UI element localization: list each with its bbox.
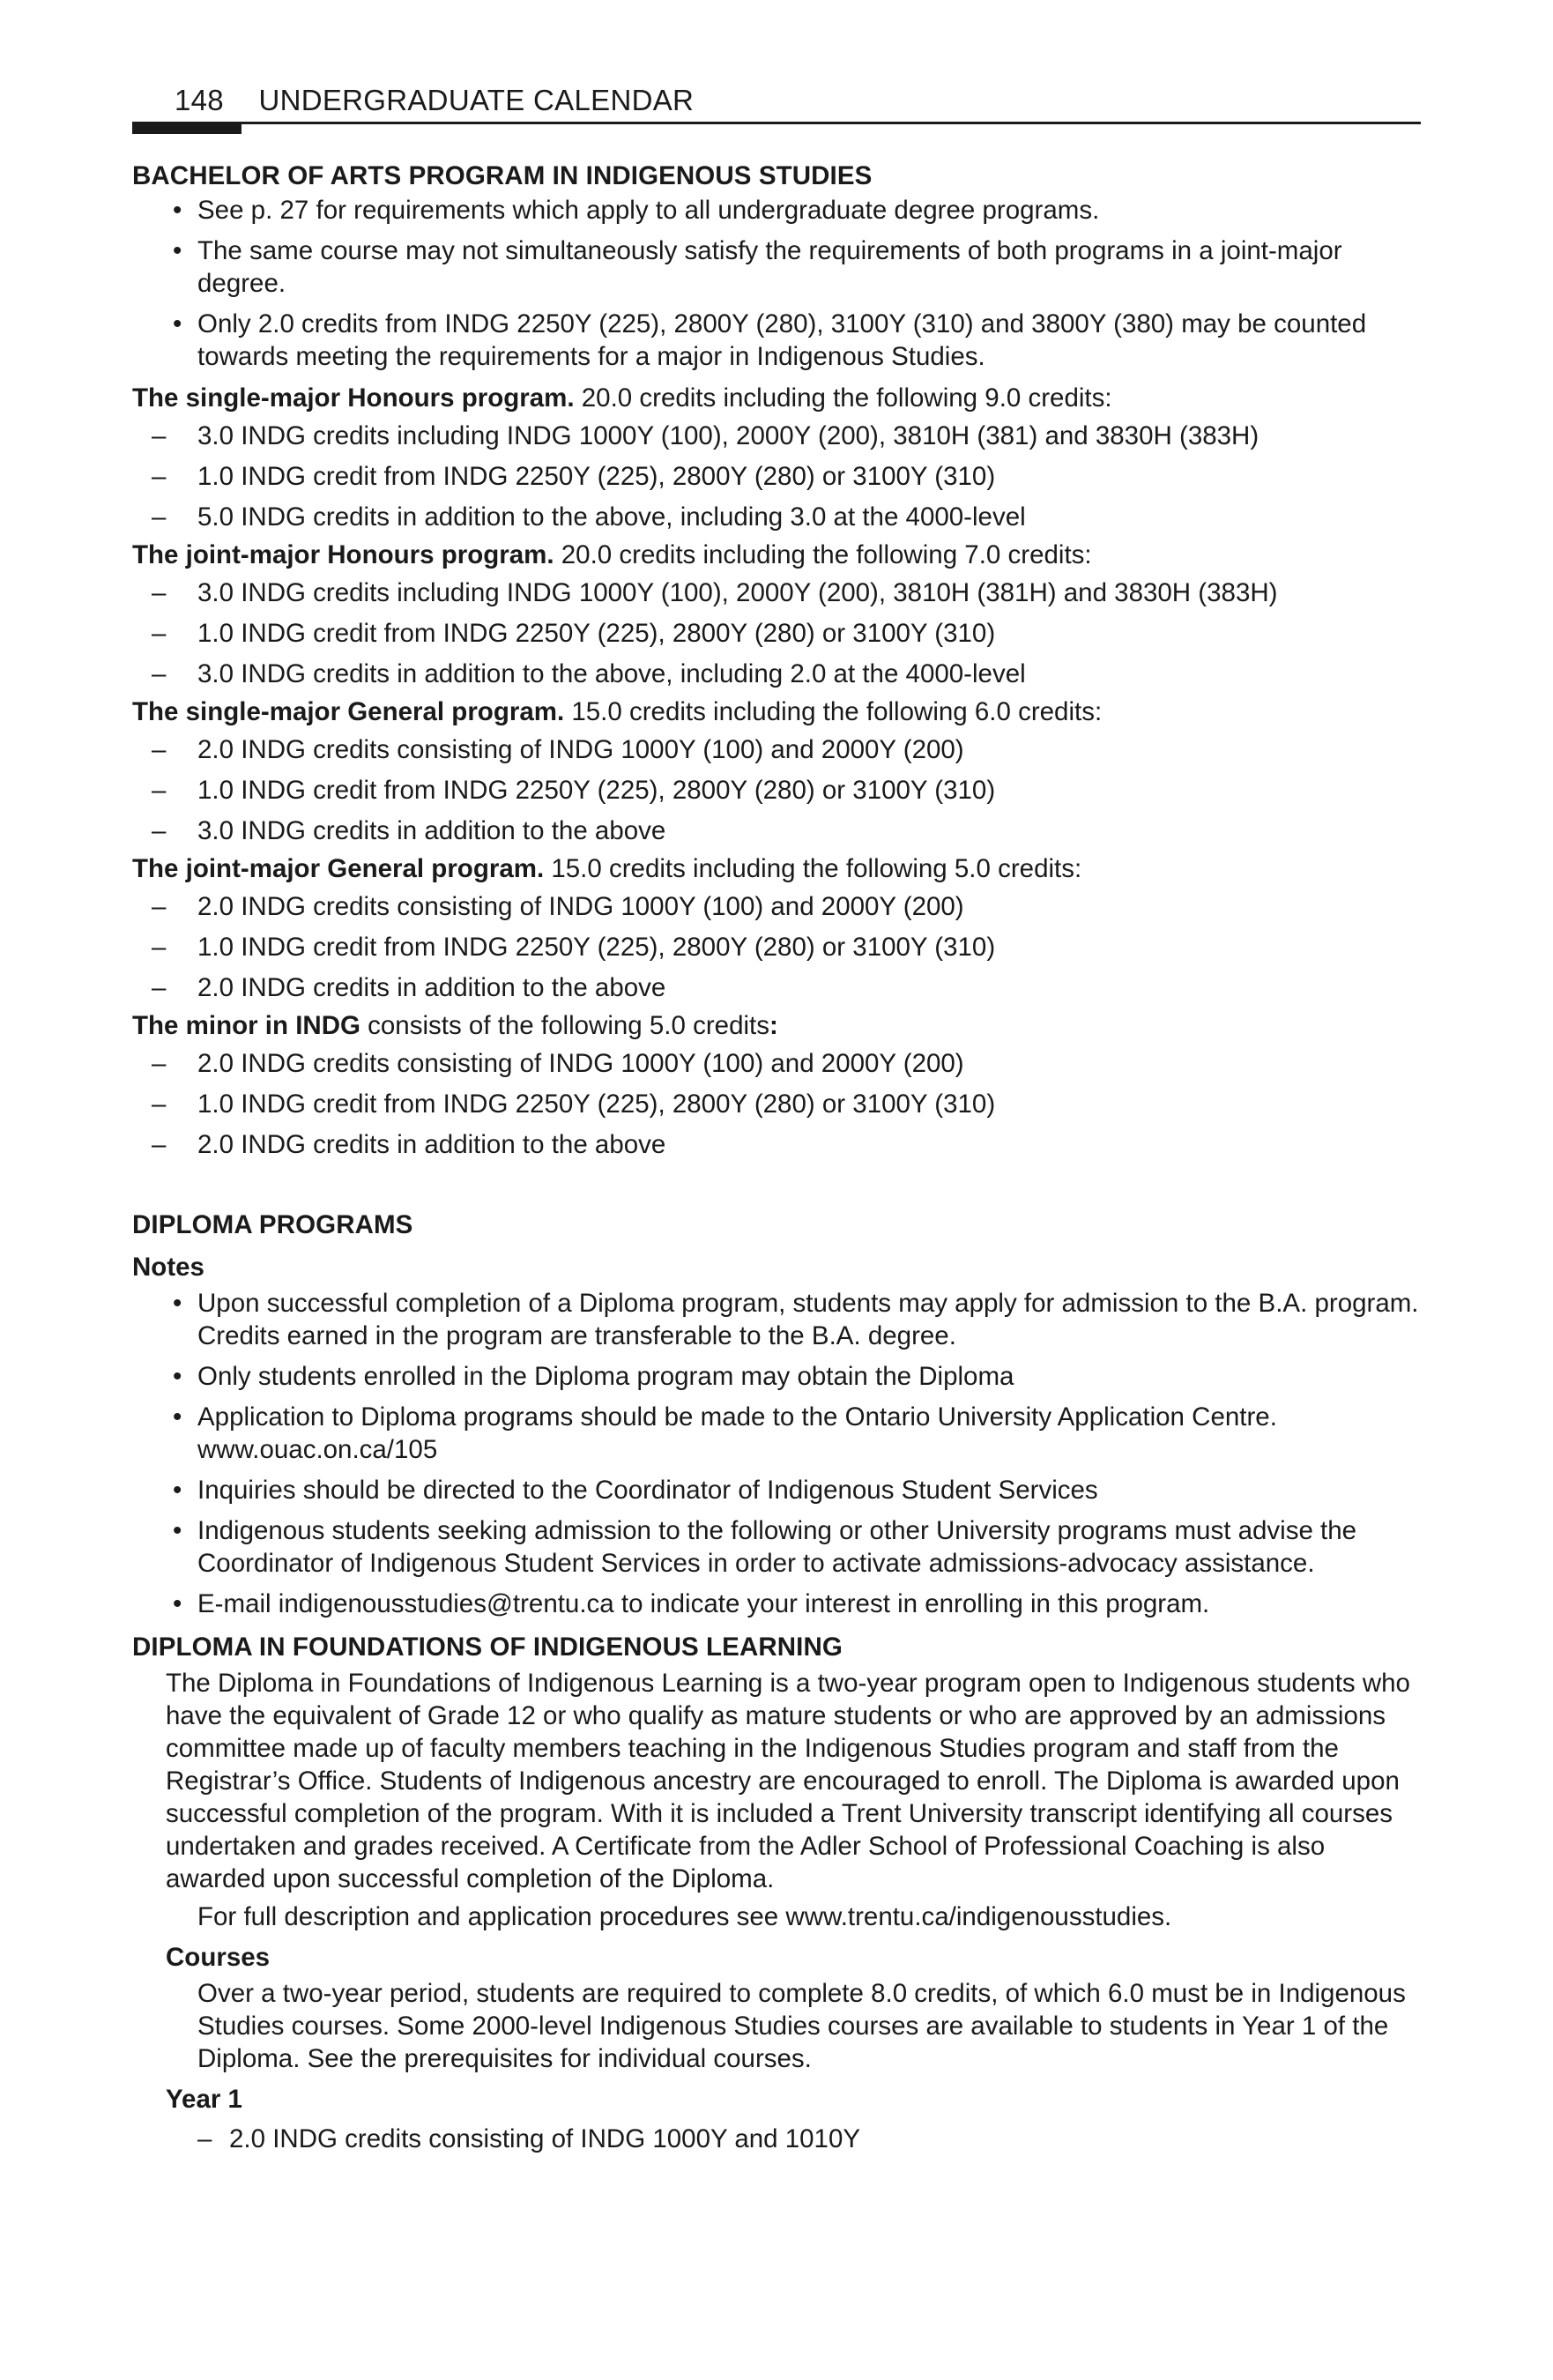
full-description: For full description and application procedures see www.trentu.ca/indigenousstudies. <box>197 1902 1172 1931</box>
courses-text: Over a two-year period, students are required to complete 8.0 credits, of which 6.0 must be in Indigenous Studies courses. Some 2000-level Indigenous Studies courses are available to students in Year 1 of the Diploma. See the prerequisites for individual courses. <box>197 1979 1406 2073</box>
program-block <box>132 538 1421 695</box>
list-item: – 2.0 INDG credits consisting of INDG 1000Y and 1010Y <box>132 2119 1421 2160</box>
list-item: • E-mail indigenousstudies@trentu.ca to indicate your interest in enrolling in this program. <box>132 1588 1421 1620</box>
list-item: • See p. 27 for requirements which apply to all undergraduate degree programs. <box>132 194 1421 227</box>
spacer <box>132 1165 1421 1208</box>
program-block <box>132 695 1421 852</box>
list-item: – 3.0 INDG credits in addition to the above <box>132 811 1421 852</box>
running-title: UNDERGRADUATE CALENDAR <box>258 84 695 116</box>
program-line <box>132 381 1421 416</box>
list-item: • Upon successful completion of a Diploma program, students may apply for admission to the B.A. program. Credits earned in the program are transferable to the B.A. degree. <box>132 1287 1421 1352</box>
list-item: • Inquiries should be directed to the Coordinator of Indigenous Student Services <box>132 1474 1421 1506</box>
list-item: – 2.0 INDG credits consisting of INDG 1000Y (100) and 2000Y (200) <box>132 1044 1421 1084</box>
diploma-heading: DIPLOMA PROGRAMS <box>132 1210 413 1239</box>
list-item: – 3.0 INDG credits including INDG 1000Y (100), 2000Y (200), 3810H (381H) and 3830H (383H) <box>132 573 1421 614</box>
program-desc: 20.0 credits including the following 9.0 credits: <box>574 383 1112 413</box>
header-bar <box>132 122 241 134</box>
program-title: The single-major General program. <box>132 697 565 726</box>
header-rule <box>132 122 1421 124</box>
courses-heading: Courses <box>166 1943 271 1972</box>
list-item: • Only students enrolled in the Diploma program may obtain the Diploma <box>132 1360 1421 1393</box>
program-block <box>132 1008 1421 1165</box>
ba-bullets <box>132 194 1421 373</box>
ba-heading: BACHELOR OF ARTS PROGRAM IN INDIGENOUS STUDIES <box>132 161 873 190</box>
list-item: – 1.0 INDG credit from INDG 2250Y (225), 2800Y (280) or 3100Y (310) <box>132 614 1421 654</box>
program-desc: 20.0 credits including the following 7.0 credits: <box>554 540 1092 569</box>
program-desc: 15.0 credits including the following 5.0 credits: <box>544 854 1082 883</box>
list-item: • Indigenous students seeking admission to the following or other University programs must advise the Coordinator of Indigenous Student Services in order to activate admissions-advocacy assistance. <box>132 1514 1421 1580</box>
foundations-heading: DIPLOMA IN FOUNDATIONS OF INDIGENOUS LEARNING <box>132 1633 843 1662</box>
notes-list <box>132 1287 1421 1620</box>
list-item: – 2.0 INDG credits consisting of INDG 1000Y (100) and 2000Y (200) <box>132 730 1421 770</box>
list-item: – 3.0 INDG credits including INDG 1000Y (100), 2000Y (200), 3810H (381) and 3830H (383H) <box>132 416 1421 457</box>
program-title: The joint-major General program. <box>132 854 545 883</box>
program-items <box>132 1044 1421 1165</box>
notes-heading: Notes <box>132 1253 204 1282</box>
list-item: – 1.0 INDG credit from INDG 2250Y (225), 2800Y (280) or 3100Y (310) <box>132 927 1421 968</box>
list-item: • Only 2.0 credits from INDG 2250Y (225), 2800Y (280), 3100Y (310) and 3800Y (380) may be counted towards meeting the requirements for a major in Indigenous Studies. <box>132 308 1421 373</box>
running-head <box>175 83 694 118</box>
program-desc: consists of the following 5.0 credits <box>360 1011 769 1040</box>
program-title: The single-major Honours program. <box>132 383 575 413</box>
program-line <box>132 852 1421 887</box>
list-item: • The same course may not simultaneously satisfy the requirements of both programs in a joint-major degree. <box>132 234 1421 300</box>
list-item: – 2.0 INDG credits consisting of INDG 1000Y (100) and 2000Y (200) <box>132 887 1421 927</box>
page-number: 148 <box>175 84 224 116</box>
year1-items <box>132 2119 1421 2160</box>
list-item: – 1.0 INDG credit from INDG 2250Y (225), 2800Y (280) or 3100Y (310) <box>132 1084 1421 1125</box>
program-line <box>132 538 1421 573</box>
program-desc-colon: : <box>769 1011 778 1040</box>
program-desc: 15.0 credits including the following 6.0 credits: <box>564 697 1103 726</box>
list-item: – 5.0 INDG credits in addition to the above, including 3.0 at the 4000-level <box>132 497 1421 538</box>
list-item: – 2.0 INDG credits in addition to the above <box>132 1125 1421 1165</box>
program-title: The joint-major Honours program. <box>132 540 554 569</box>
program-line <box>132 695 1421 730</box>
foundations-paragraph: The Diploma in Foundations of Indigenous Learning is a two-year program open to Indigenous students who have the equivalent of Grade 12 or who qualify as mature students or who are approved by an admissions committee made up of faculty members teaching in the Indigenous Studies program and staff from the Registrar’s Office. Students of Indigenous ancestry are encouraged to enroll. The Diploma is awarded upon successful completion of the program. With it is included a Trent University transcript identifying all courses undertaken and grades received. A Certificate from the Adler School of Professional Coaching is also awarded upon successful completion of the Diploma. <box>166 1669 1410 1893</box>
program-items <box>132 887 1421 1008</box>
list-item: – 2.0 INDG credits in addition to the above <box>132 968 1421 1008</box>
program-block <box>132 852 1421 1008</box>
page-content <box>132 159 1421 2160</box>
list-item: • Application to Diploma programs should be made to the Ontario University Application Centre. www.ouac.on.ca/105 <box>132 1401 1421 1466</box>
program-items <box>132 416 1421 538</box>
list-item: – 1.0 INDG credit from INDG 2250Y (225), 2800Y (280) or 3100Y (310) <box>132 457 1421 497</box>
program-title: The minor in INDG <box>132 1011 360 1040</box>
program-block <box>132 381 1421 538</box>
program-items <box>132 573 1421 695</box>
list-item: – 3.0 INDG credits in addition to the above, including 2.0 at the 4000-level <box>132 654 1421 695</box>
program-items <box>132 730 1421 852</box>
program-line <box>132 1008 1421 1044</box>
year1-heading: Year 1 <box>166 2085 242 2114</box>
list-item: – 1.0 INDG credit from INDG 2250Y (225), 2800Y (280) or 3100Y (310) <box>132 770 1421 811</box>
